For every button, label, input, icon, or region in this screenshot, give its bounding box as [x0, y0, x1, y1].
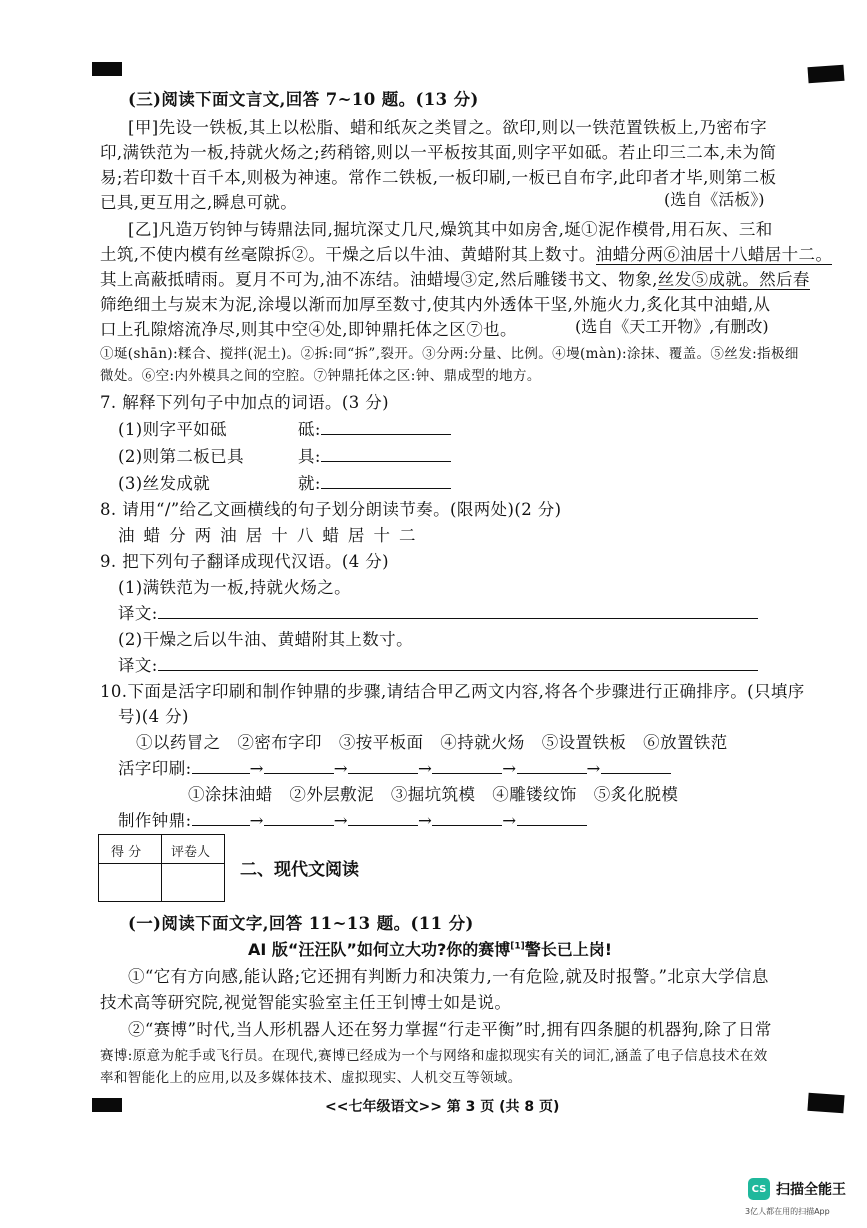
jia-line-2: 印,满铁范为一板,持就火炀之;药稍镕,则以一平板按其面,则字平如砥。若止印三二本,未为简 — [100, 143, 777, 162]
section-header: (三)阅读下面文言文,回答 7~10 题。(13 分) — [128, 90, 479, 109]
yi-source: (选自《天工开物》,有删改) — [575, 317, 769, 336]
grader-label: 评卷人 — [171, 845, 211, 860]
footnote-line-2: 率和智能化上的应用,以及多媒体技术、虚拟现实、人机交互等领域。 — [100, 1070, 522, 1086]
q10-bell-answer[interactable]: 制作钟鼎: → → → → — [118, 807, 587, 831]
page-footer: <<七年级语文>> 第 3 页 (共 8 页) — [325, 1099, 560, 1115]
notes-line-1: ①埏(shān):糅合、搅拌(泥土)。②拆:同“拆”,裂开。③分两:分量、比例。④墁(màn):涂抹、覆盖。⑤丝发:指极细 — [100, 346, 799, 362]
q7-item-2: (2)则第二板已具 — [118, 447, 244, 466]
yi-line-5: 口上孔隙熔流净尽,则其中空④处,即钟鼎托体之区⑦也。 — [100, 320, 517, 339]
footnote-line-1: 赛博:原意为舵手或飞行员。在现代,赛博已经成为一个与网络和虚拟现实有关的词汇,涵盖了电子信息技术在效 — [100, 1048, 768, 1064]
jia-line-4: 已具,更互用之,瞬息可就。 — [100, 193, 298, 212]
modern-header: (一)阅读下面文字,回答 11~13 题。(11 分) — [128, 914, 474, 933]
jia-line-3: 易;若印数十百千本,则极为神速。常作二铁板,一板印刷,一板已自布字,此印者才毕,则第二板 — [100, 168, 777, 187]
yi-line-1: [乙]凡造万钧钟与铸鼎法同,掘坑深丈几尺,燥筑其中如房舍,埏①泥作模骨,用石灰、三和 — [128, 220, 773, 239]
registration-mark-top-right — [807, 65, 844, 83]
registration-mark-bottom-left — [92, 1098, 122, 1112]
q10-stem-1: 10.下面是活字印刷和制作钟鼎的步骤,请结合甲乙两文内容,将各个步骤进行正确排序。(只填序 — [100, 682, 805, 701]
yi-underlined-phrase: 丝发⑤成就。然后春 — [657, 270, 810, 289]
section-modern-title: 二、现代文阅读 — [240, 860, 359, 880]
registration-mark-bottom-right — [807, 1093, 844, 1113]
q9-sentence-2: (2)干燥之后以牛油、黄蜡附其上数寸。 — [118, 630, 413, 649]
p1-line-1: ①“它有方向感,能认路;它还拥有判断力和决策力,一有危险,就及时报警。”北京大学信息 — [128, 967, 769, 986]
score-label: 得 分 — [111, 845, 142, 860]
article-title: AI 版“汪汪队”如何立大功?你的赛博[1]警长已上岗! — [248, 940, 613, 959]
q7-item-3-answer[interactable]: 就: — [298, 470, 451, 494]
jia-line-1: [甲]先设一铁板,其上以松脂、蜡和纸灰之类冒之。欲印,则以一铁范置铁板上,乃密布字 — [128, 118, 768, 137]
q7-item-1: (1)则字平如砥 — [118, 420, 228, 439]
p2-line-1: ②“赛博”时代,当人形机器人还在努力掌握“行走平衡”时,拥有四条腿的机器狗,除了日常 — [128, 1020, 772, 1039]
yi-line-2: 土筑,不使内模有丝毫隙拆②。干燥之后以牛油、黄蜡附其上数寸。油蜡分两⑥油居十八蜡居十二。 — [100, 245, 833, 264]
brand-name: 扫描全能王 — [776, 1182, 846, 1198]
registration-mark-top-left — [92, 62, 122, 76]
q9-sentence-1: (1)满铁范为一板,持就火炀之。 — [118, 578, 352, 597]
yi-line-4: 筛绝细土与炭末为泥,涂墁以渐而加厚至数寸,使其内外透体干坚,外施火力,炙化其中油蜡,从 — [100, 295, 771, 314]
jia-source: (选自《活板》) — [664, 190, 765, 209]
yi-line-3: 其上高蔽抵晴雨。夏月不可为,油不冻结。油蜡墁③定,然后雕镂书文、物象,丝发⑤成就。然后春 — [100, 270, 810, 289]
score-box — [98, 834, 225, 902]
q7-item-2-answer[interactable]: 具: — [298, 443, 451, 467]
brand-subtitle: 3亿人都在用的扫描App — [745, 1207, 830, 1216]
p1-line-2: 技术高等研究院,视觉智能实验室主任王钊博士如是说。 — [100, 993, 512, 1012]
q10-print-steps: ①以药冒之 ②密布字印 ③按平板面 ④持就火炀 ⑤设置铁板 ⑥放置铁范 — [136, 733, 728, 752]
q9-answer-2[interactable]: 译文: — [118, 652, 758, 676]
q9-stem: 9. 把下列句子翻译成现代汉语。(4 分) — [100, 552, 390, 571]
yi-underlined-sentence: 油蜡分两⑥油居十八蜡居十二。 — [595, 245, 833, 264]
scanner-watermark — [748, 1178, 846, 1200]
q10-print-answer[interactable]: 活字印刷: → → → → → — [118, 755, 671, 779]
notes-line-2: 微处。⑥空:内外模具之间的空腔。⑦钟鼎托体之区:钟、鼎成型的地方。 — [100, 368, 541, 384]
q8-stem: 8. 请用“/”给乙文画横线的句子划分朗读节奏。(限两处)(2 分) — [100, 500, 562, 519]
q9-answer-1[interactable]: 译文: — [118, 600, 758, 624]
q7-item-1-answer[interactable]: 砥: — [298, 416, 451, 440]
q10-bell-steps: ①涂抹油蜡 ②外层敷泥 ③掘坑筑模 ④雕镂纹饰 ⑤炙化脱模 — [188, 785, 679, 804]
q10-stem-2: 号)(4 分) — [118, 707, 189, 726]
q7-item-3: (3)丝发成就 — [118, 474, 211, 493]
q7-stem: 7. 解释下列句子中加点的词语。(3 分) — [100, 393, 390, 412]
camscanner-logo-icon: CS — [748, 1178, 770, 1200]
q8-sentence[interactable]: 油 蜡 分 两 油 居 十 八 蜡 居 十 二 — [118, 526, 416, 545]
